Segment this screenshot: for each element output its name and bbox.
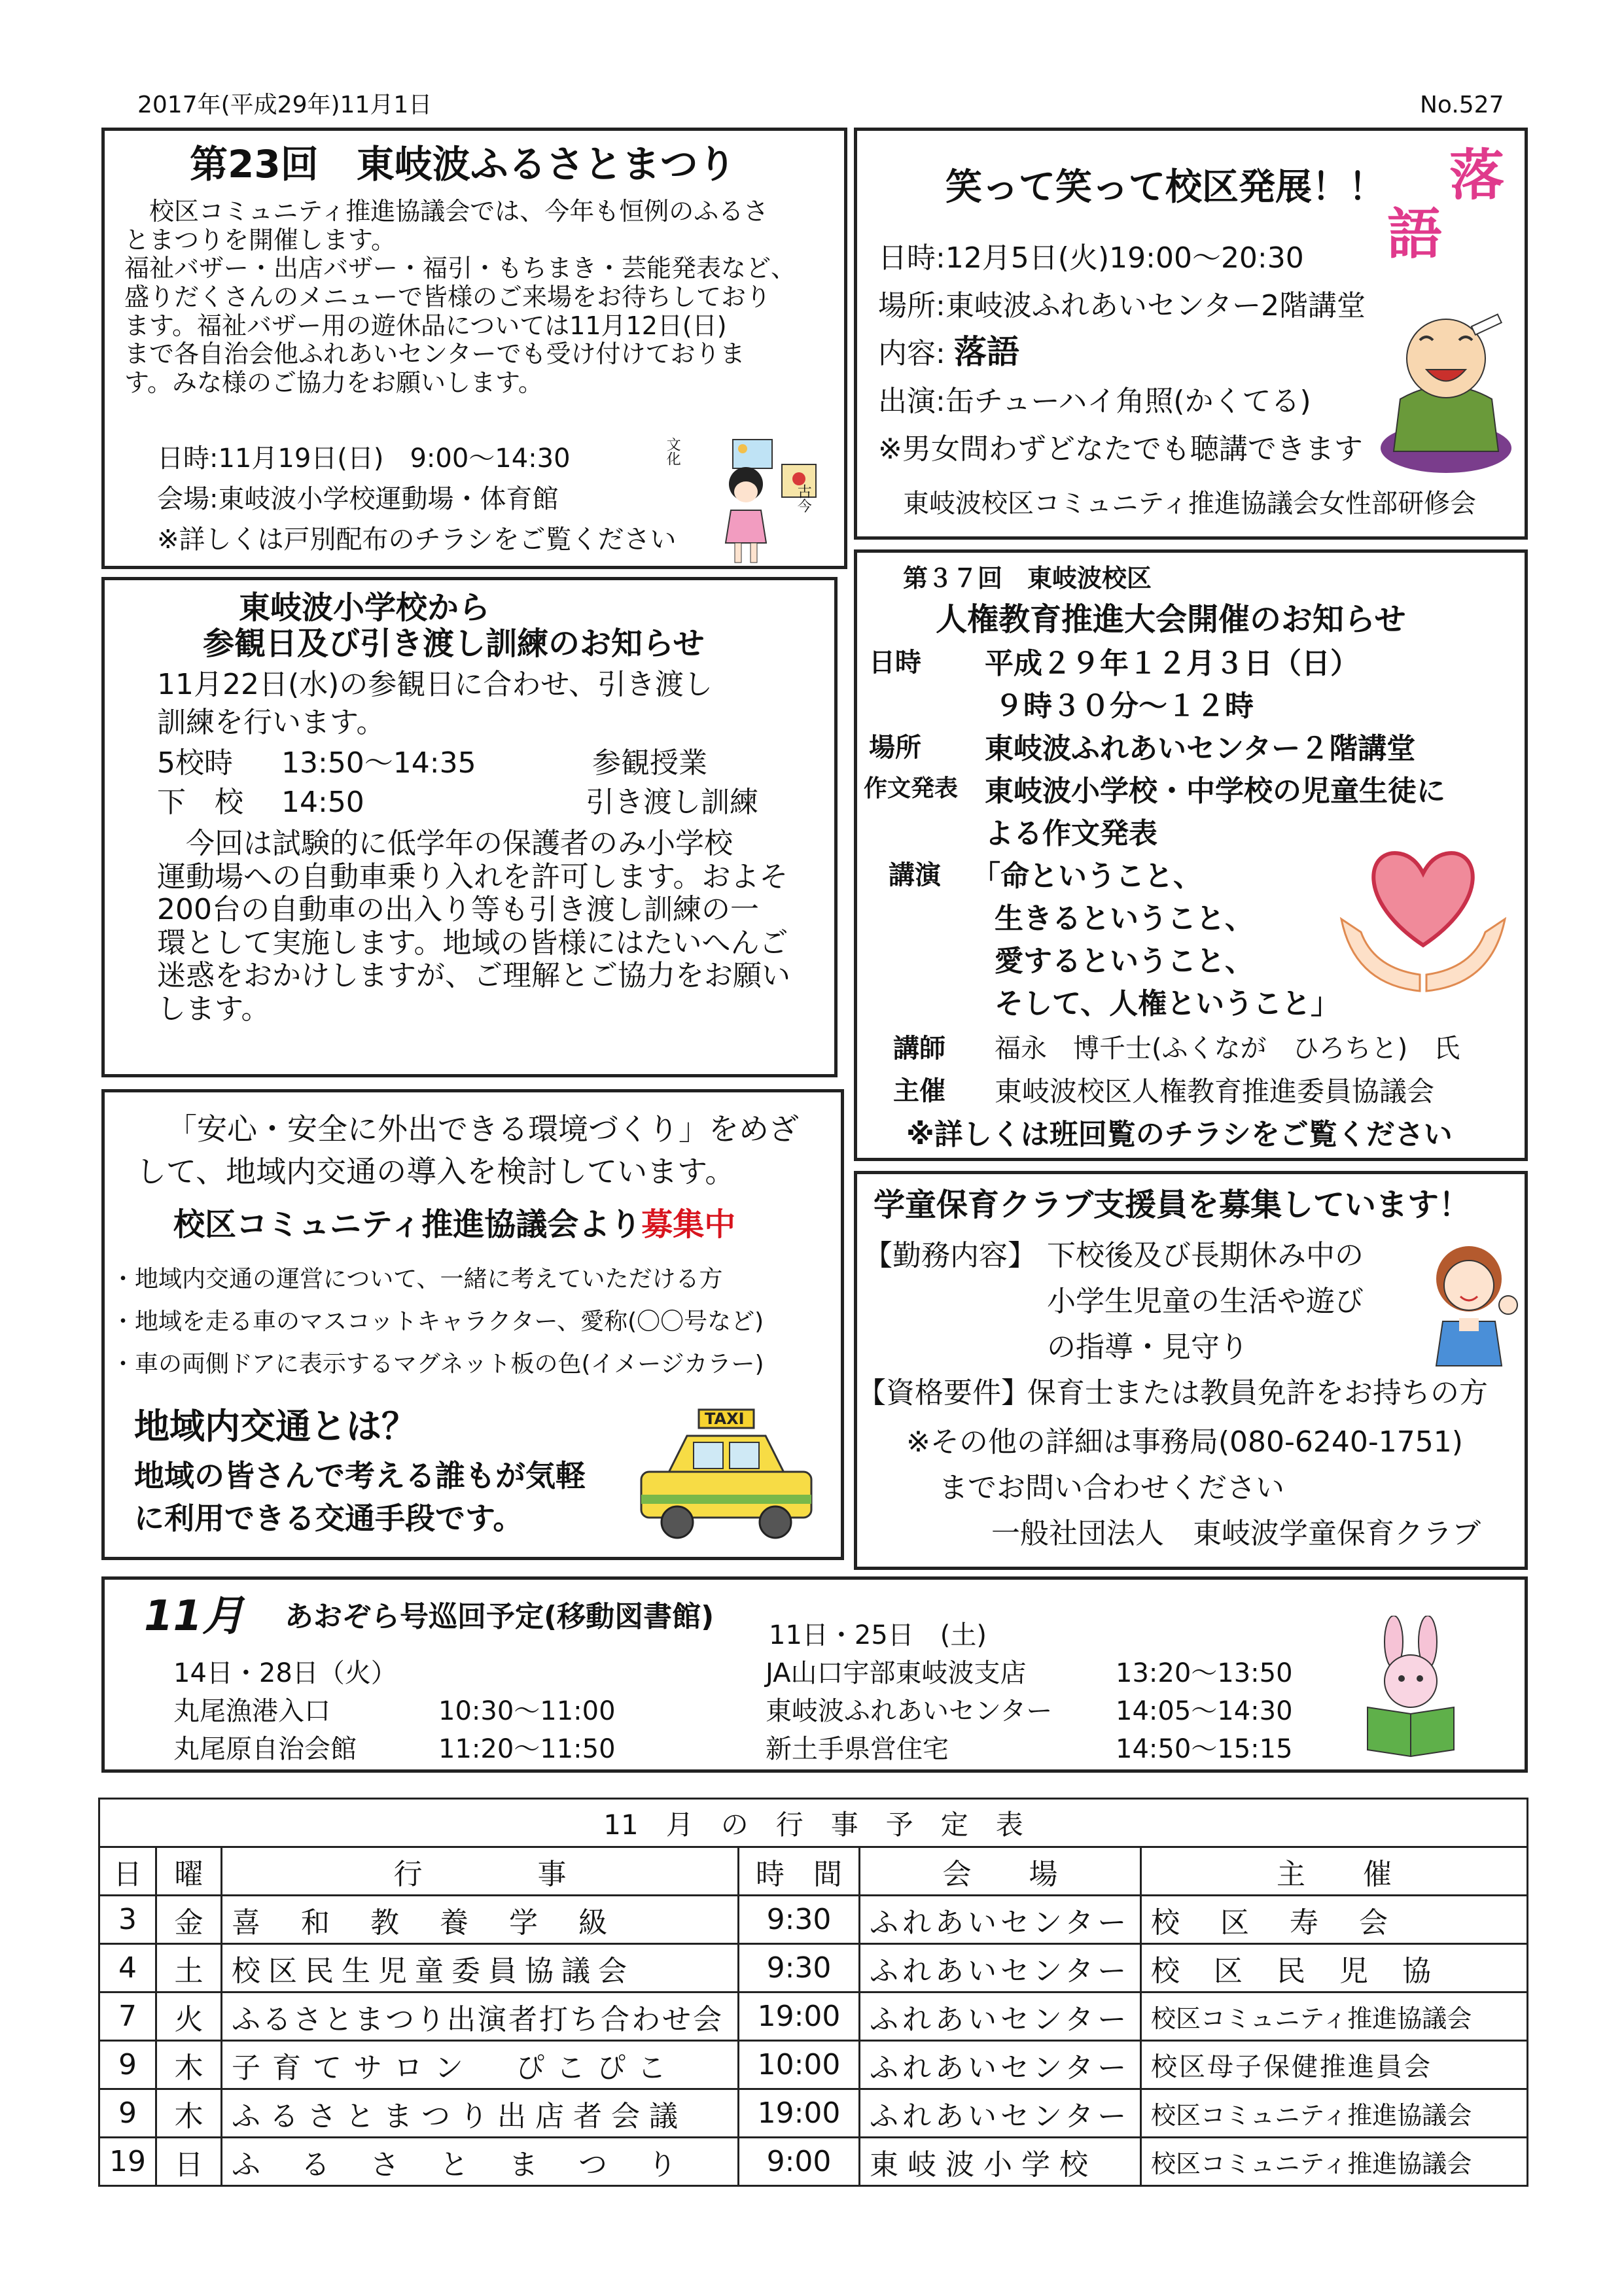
- row-time: 10:00: [739, 2041, 860, 2089]
- hr-place: 東岐波ふれあいセンター２階講堂: [985, 732, 1416, 765]
- library-stop-time: 10:30～11:00: [438, 1696, 616, 1726]
- hr-essay-2: よる作文発表: [985, 817, 1157, 850]
- hr-place-label: 場所: [869, 733, 921, 763]
- transport-what-2: に利用できる交通手段です。: [134, 1501, 523, 1536]
- club-qual: 保育士または教員免許をお持ちの方: [1027, 1376, 1488, 1410]
- row-host: 校区民児協: [1141, 1944, 1528, 1992]
- header-time: 時 間: [739, 1847, 860, 1896]
- illustration-text-bunka: 文化: [664, 437, 681, 466]
- row-time: 9:00: [739, 2138, 860, 2186]
- hr-datetime-label: 日時: [869, 648, 921, 678]
- festival-line: 校区コミュニティ推進協議会では、今年も恒例のふるさ: [124, 197, 769, 226]
- teacher-girl-illustration: [1413, 1236, 1525, 1367]
- transport-intro-2: して、地域内交通の導入を検討しています。: [136, 1154, 735, 1189]
- hr-datetime-1: 平成２９年１２月３日（日）: [985, 647, 1359, 680]
- row-host: 校区母子保健推進員会: [1141, 2041, 1528, 2089]
- header-day: 日: [99, 1847, 156, 1896]
- table-row: [99, 1896, 1528, 1944]
- rakugo-performer: 出演:缶チューハイ角照(かくてる): [878, 385, 1311, 418]
- club-duty-1: 下校後及び長期休み中の: [1047, 1239, 1364, 1272]
- library-right-date: 11日・25日 (土): [769, 1620, 987, 1650]
- schedule-title: 11 月 の 行 事 予 定 表: [99, 1799, 1528, 1847]
- issue-number: No.527: [1420, 92, 1504, 118]
- hr-essay-1: 東岐波小学校・中学校の児童生徒に: [985, 774, 1445, 808]
- hr-host: 東岐波校区人権教育推進委員協議会: [995, 1075, 1435, 1107]
- club-contact-2: までお問い合わせください: [939, 1471, 1284, 1505]
- row-host: 校区コミュニティ推進協議会: [1141, 2138, 1528, 2186]
- row-day: 9: [99, 2089, 156, 2138]
- heart-hands-icon: [1328, 834, 1518, 998]
- club-qual-label: 【資格要件】: [857, 1376, 1030, 1410]
- row-day: 7: [99, 1992, 156, 2041]
- row-weekday: 木: [156, 2089, 222, 2138]
- header-host: 主 催: [1141, 1847, 1528, 1896]
- illustration-text-kokon: 古今: [795, 484, 812, 513]
- table-row: [99, 1944, 1528, 1992]
- row-venue: ふれあいセンター: [860, 2041, 1141, 2089]
- school-row-event: 引き渡し訓練: [586, 786, 758, 819]
- library-left-date: 14日・28日（火）: [173, 1658, 397, 1688]
- row-time: 9:30: [739, 1896, 860, 1944]
- row-time: 9:30: [739, 1944, 860, 1992]
- library-stop-time: 13:20～13:50: [1116, 1658, 1293, 1688]
- rakugo-section: [854, 128, 1528, 540]
- transport-intro-1: 「安心・安全に外出できる環境づくり」をめざ: [167, 1111, 799, 1147]
- school-body-line: 200台の自動車の出入り等も引き渡し訓練の一: [157, 893, 759, 927]
- recruit-prefix: 校区コミュニティ推進協議会より: [173, 1206, 642, 1243]
- schedule-table: [98, 1798, 1528, 2187]
- hr-title: 人権教育推進大会開催のお知らせ: [936, 601, 1406, 638]
- club-duty-3: の指導・見守り: [1047, 1331, 1248, 1364]
- school-body-line: します。: [157, 992, 270, 1026]
- school-body: [157, 827, 790, 1026]
- club-duty-2: 小学生児童の生活や遊び: [1047, 1285, 1364, 1318]
- row-venue: ふれあいセンター: [860, 1896, 1141, 1944]
- transport-recruit: [173, 1207, 735, 1243]
- row-event: 喜和教養学級: [222, 1896, 739, 1944]
- row-weekday: 木: [156, 2041, 222, 2089]
- library-section: [101, 1576, 1528, 1773]
- school-section: [101, 577, 838, 1077]
- row-day: 3: [99, 1896, 156, 1944]
- festival-section: [101, 128, 847, 569]
- rakugo-note: ※男女問わずどなたでも聴講できます: [878, 432, 1363, 466]
- club-duty-label: 【勤務内容】: [864, 1239, 1036, 1272]
- library-stop-name: 丸尾漁港入口: [173, 1696, 330, 1726]
- festival-line: 福祉バザー・出店バザー・福引・もちまき・芸能発表など、: [124, 254, 796, 283]
- school-intro-2: 訓練を行います。: [157, 706, 385, 739]
- hr-note: ※詳しくは班回覧のチラシをご覧ください: [906, 1118, 1453, 1151]
- header-venue: 会 場: [860, 1847, 1141, 1896]
- festival-datetime: 日時:11月19日(日) 9:00～14:30: [157, 444, 571, 474]
- library-month: 11月: [144, 1592, 245, 1641]
- hr-subtitle: 第３７回 東岐波校区: [903, 564, 1152, 593]
- festival-line: 盛りだくさんのメニューで皆様のご来場をお待ちしており: [124, 283, 771, 312]
- transport-item: ・地域内交通の運営について、一緒に考えていただける方: [111, 1266, 723, 1293]
- row-venue: ふれあいセンター: [860, 2089, 1141, 2138]
- school-body-line: 環として実施します。地域の皆様にはたいへんご: [157, 926, 788, 960]
- hr-lecture-3: 愛するということ、: [995, 945, 1254, 978]
- table-row: [99, 2138, 1528, 2186]
- row-day: 9: [99, 2041, 156, 2089]
- recruit-red: 募集中: [641, 1206, 736, 1243]
- issue-date: 2017年(平成29年)11月1日: [137, 92, 432, 118]
- hr-host-label: 主催: [893, 1076, 945, 1106]
- row-venue: ふれあいセンター: [860, 1992, 1141, 2041]
- human-rights-section: [854, 549, 1528, 1161]
- row-weekday: 土: [156, 1944, 222, 1992]
- festival-line: まで各自治会他ふれあいセンターでも受け付けておりま: [124, 339, 745, 369]
- school-row-period: 下 校: [157, 786, 243, 819]
- rakugo-datetime: 日時:12月5日(火)19:00～20:30: [878, 241, 1304, 275]
- row-venue: ふれあいセンター: [860, 1944, 1141, 1992]
- festival-note: ※詳しくは戸別配布のチラシをご覧ください: [157, 525, 677, 555]
- club-title: 学童保育クラブ支援員を募集しています！: [874, 1187, 1471, 1223]
- library-stop-name: 丸尾原自治会館: [173, 1734, 357, 1764]
- library-stop-name: 東岐波ふれあいセンター: [766, 1696, 1053, 1726]
- school-title-2: 参観日及び引き渡し訓練のお知らせ: [203, 625, 705, 662]
- library-stop-time: 14:05～14:30: [1116, 1696, 1293, 1726]
- club-section: [854, 1171, 1528, 1570]
- hr-lecture-1: 「命ということ、: [972, 860, 1202, 893]
- table-row: [99, 1992, 1528, 2041]
- festival-line: とまつりを開催します。: [124, 225, 396, 254]
- rakugo-decor-2: 語: [1387, 201, 1443, 266]
- hr-lecturer-label: 講師: [893, 1034, 945, 1064]
- header-event: 行 事: [222, 1847, 739, 1896]
- library-stop-time: 14:50～15:15: [1116, 1734, 1293, 1764]
- row-venue: 東岐波小学校: [860, 2138, 1141, 2186]
- rabbit-reading-icon: [1354, 1616, 1466, 1760]
- rakugo-organizer: 東岐波校区コミュニティ推進協議会女性部研修会: [903, 489, 1476, 519]
- rakugo-content-value: 落語: [954, 333, 1019, 371]
- transport-what-1: 地域の皆さんで考える誰もが気軽: [134, 1458, 586, 1493]
- rakugo-performer-illustration: [1374, 301, 1518, 478]
- hr-essay-label: 作文発表: [864, 775, 959, 802]
- school-intro-1: 11月22日(水)の参観日に合わせ、引き渡し: [157, 668, 713, 701]
- row-weekday: 火: [156, 1992, 222, 2041]
- school-row-time: 13:50～14:35: [281, 746, 476, 780]
- festival-body: [124, 198, 796, 398]
- festival-title: 第23回 東岐波ふるさとまつり: [190, 142, 736, 186]
- row-day: 19: [99, 2138, 156, 2186]
- table-row: [99, 2089, 1528, 2138]
- row-event: ふるさとまつり出演者打ち合わせ会: [222, 1992, 739, 2041]
- hr-lecture-4: そして、人権ということ」: [995, 987, 1340, 1020]
- row-weekday: 金: [156, 1896, 222, 1944]
- row-day: 4: [99, 1944, 156, 1992]
- hr-lecture-2: 生きるということ、: [995, 902, 1254, 935]
- club-contact-1: ※その他の詳細は事務局(080-6240-1751): [906, 1425, 1463, 1459]
- library-title: あおぞら号巡回予定(移動図書館): [285, 1600, 715, 1633]
- row-event: 子育てサロン ぴこぴこ: [222, 2041, 739, 2089]
- library-stop-time: 11:20～11:50: [438, 1734, 616, 1764]
- row-host: 校区コミュニティ推進協議会: [1141, 2089, 1528, 2138]
- hr-lecture-label: 講演: [889, 860, 941, 890]
- transport-item: ・地域を走る車のマスコットキャラクター、愛称(〇〇号など): [111, 1308, 764, 1335]
- row-event: ふるさとまつり出店者会議: [222, 2089, 739, 2138]
- festival-line: す。みな様のご協力をお願いします。: [124, 368, 543, 398]
- schedule-title-row: [99, 1799, 1528, 1847]
- header-weekday: 曜: [156, 1847, 222, 1896]
- festival-line: ます。福祉バザー用の遊休品については11月12日(日): [124, 311, 727, 340]
- table-row: [99, 2041, 1528, 2089]
- row-host: 校区コミュニティ推進協議会: [1141, 1992, 1528, 2041]
- row-time: 19:00: [739, 1992, 860, 2041]
- school-row-period: 5校時: [157, 746, 233, 780]
- school-body-line: 迷惑をおかけしますが、ご理解とご協力をお願い: [157, 959, 790, 993]
- taxi-sign: TAXI: [705, 1410, 745, 1428]
- transport-item: ・車の両側ドアに表示するマグネット板の色(イメージカラー): [111, 1351, 764, 1378]
- hr-datetime-2: ９時３０分～１２時: [995, 689, 1254, 723]
- row-event: 校区民生児童委員協議会: [222, 1944, 739, 1992]
- row-weekday: 日: [156, 2138, 222, 2186]
- rakugo-decor-1: 落: [1449, 143, 1505, 207]
- school-row-event: 参観授業: [592, 746, 707, 780]
- library-stop-name: JA山口宇部東岐波支店: [766, 1658, 1027, 1688]
- hr-lecturer: 福永 博千士(ふくなが ひろちと) 氏: [995, 1034, 1460, 1064]
- rakugo-content-label: 内容:: [878, 337, 945, 370]
- row-host: 校区寿会: [1141, 1896, 1528, 1944]
- transport-section: [101, 1089, 844, 1560]
- row-event: ふるさとまつり: [222, 2138, 739, 2186]
- schedule-header-row: [99, 1847, 1528, 1896]
- festival-venue: 会場:東岐波小学校運動場・体育館: [157, 484, 559, 514]
- school-title-1: 東岐波小学校から: [239, 589, 491, 626]
- library-stop-name: 新土手県営住宅: [766, 1734, 949, 1764]
- school-row-time: 14:50: [281, 786, 364, 819]
- school-body-line: 運動場への自動車乗り入れを許可します。およそ: [157, 860, 788, 894]
- rakugo-place: 場所:東岐波ふれあいセンター2階講堂: [878, 289, 1366, 322]
- club-org: 一般社団法人 東岐波学童保育クラブ: [991, 1517, 1481, 1550]
- transport-what-title: 地域内交通とは？: [134, 1406, 417, 1447]
- school-body-line: 今回は試験的に低学年の保護者のみ小学校: [157, 827, 733, 860]
- row-time: 19:00: [739, 2089, 860, 2138]
- rakugo-title: 笑って笑って校区発展！！: [945, 166, 1385, 209]
